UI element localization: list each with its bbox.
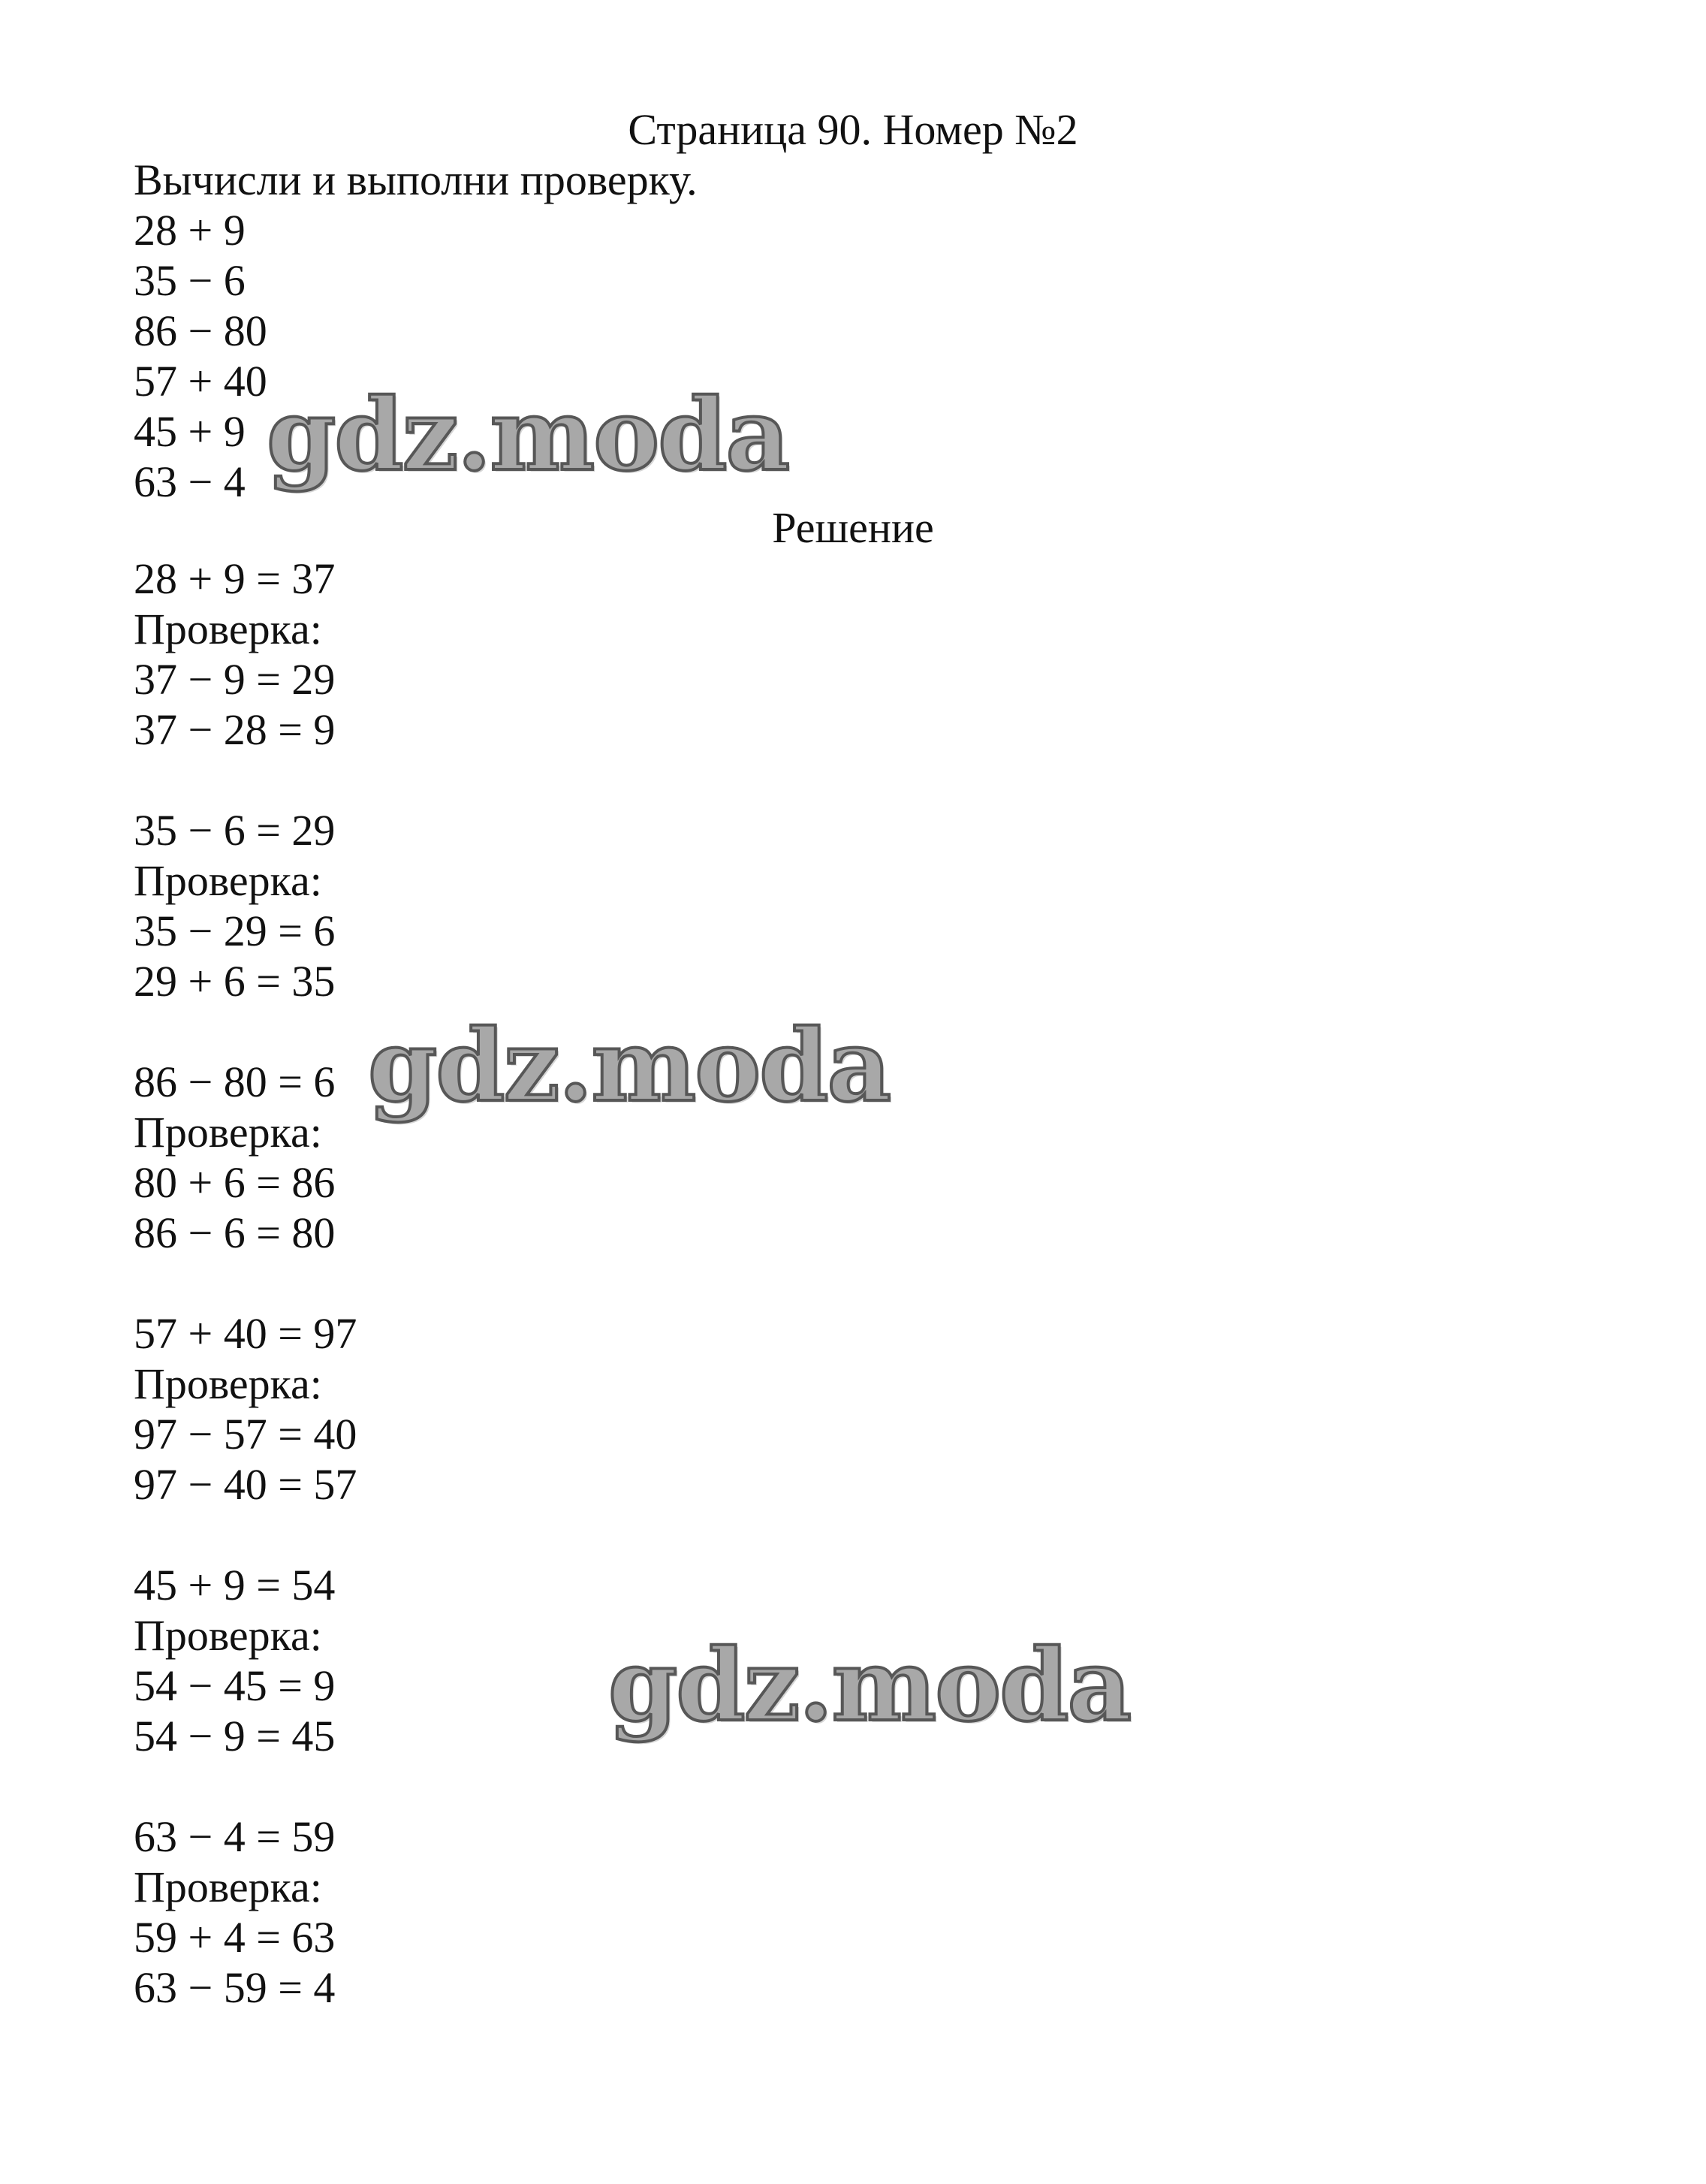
blank-line [134,1761,357,1811]
solution-equation: 86 − 80 = 6 [134,1057,336,1106]
task-expression: 35 − 6 [134,256,246,305]
watermark: gdz.moda [608,1627,1131,1744]
check-line: 97 − 40 = 57 [134,1460,357,1509]
blank-line [134,1510,357,1560]
page-title: Страница 90. Номер №2 [628,105,1078,154]
blank-line [134,1258,357,1308]
check-line: 63 − 59 = 4 [134,1963,336,2012]
check-label: Проверка: [134,856,322,905]
solution-equation: 28 + 9 = 37 [134,554,336,603]
solution-equation: 63 − 4 = 59 [134,1812,336,1861]
task-expression: 63 − 4 [134,457,246,506]
task-instruction: Вычисли и выполни проверку. [134,155,698,204]
check-label: Проверка: [134,605,322,653]
check-line: 80 + 6 = 86 [134,1158,336,1207]
task-expression: 28 + 9 [134,206,246,255]
check-label: Проверка: [134,1359,322,1408]
check-line: 54 − 9 = 45 [134,1712,336,1760]
check-label: Проверка: [134,1108,322,1157]
check-line: 37 − 28 = 9 [134,705,336,754]
blank-line [134,1006,357,1057]
task-expression: 86 − 80 [134,306,267,355]
task-expression: 57 + 40 [134,357,267,406]
check-line: 54 − 45 = 9 [134,1661,336,1710]
task-expression: 45 + 9 [134,407,246,456]
check-line: 59 + 4 = 63 [134,1913,336,1962]
check-line: 37 − 9 = 29 [134,655,336,704]
solution-heading: Решение [772,503,934,552]
watermark: gdz.moda [267,377,789,493]
solution-block [134,554,357,2013]
watermark: gdz.moda [368,1008,891,1124]
check-label: Проверка: [134,1863,322,1911]
solution-equation: 35 − 6 = 29 [134,806,336,855]
check-line: 86 − 6 = 80 [134,1208,336,1257]
check-line: 35 − 29 = 6 [134,906,336,955]
check-line: 97 − 57 = 40 [134,1410,357,1459]
check-label: Проверка: [134,1611,322,1660]
check-line: 29 + 6 = 35 [134,957,336,1006]
blank-line [134,755,357,805]
solution-equation: 57 + 40 = 97 [134,1309,357,1358]
solution-equation: 45 + 9 = 54 [134,1561,336,1609]
